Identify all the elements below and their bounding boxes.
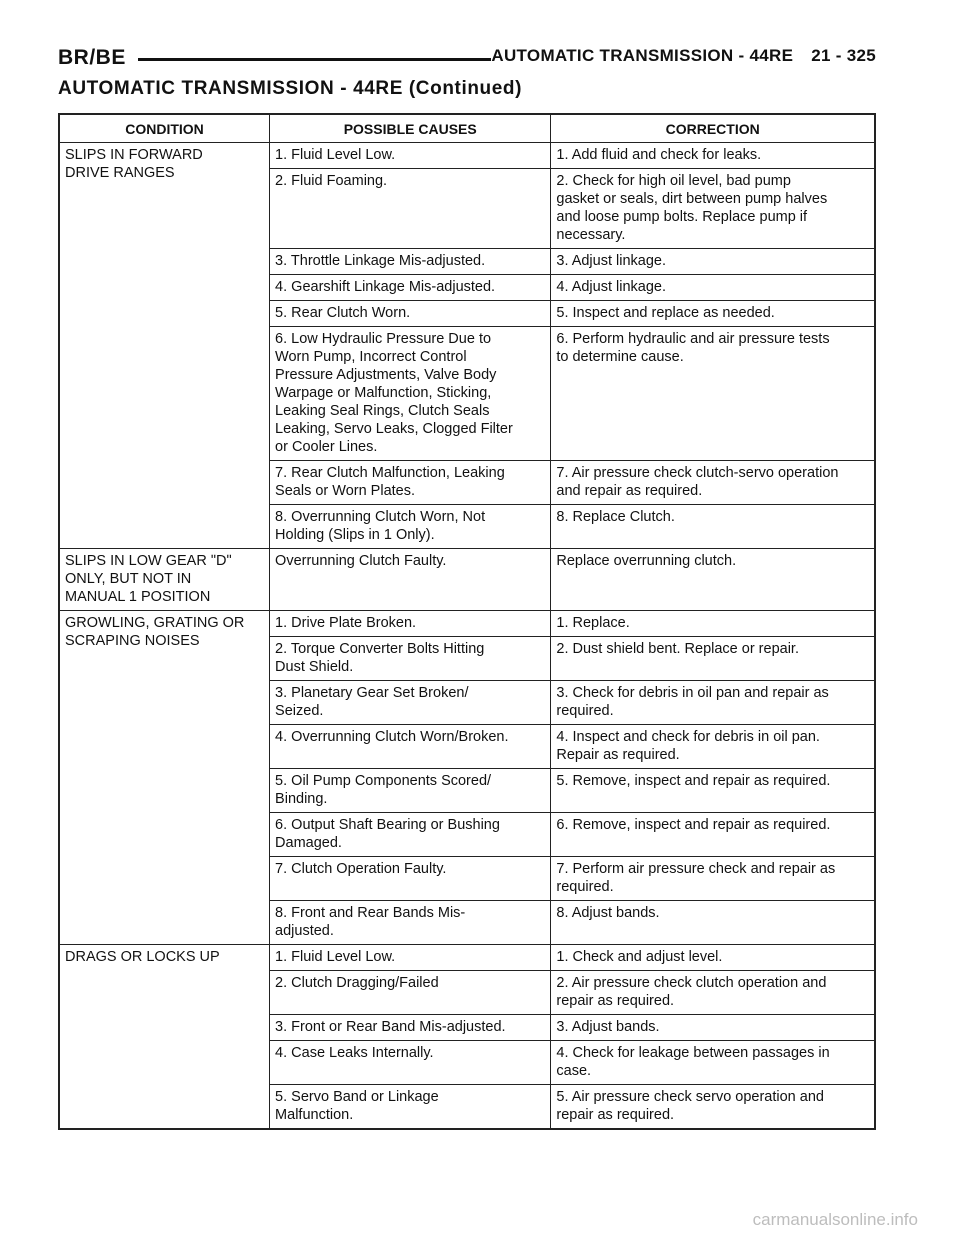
watermark: carmanualsonline.info xyxy=(752,1210,918,1229)
header-title xyxy=(491,46,876,66)
cause-cell: 2. Torque Converter Bolts Hitting Dust Shield. xyxy=(270,637,551,681)
cause-cell: 6. Output Shaft Bearing or Bushing Damaged. xyxy=(270,813,551,857)
correction-cell: 4. Inspect and check for debris in oil pan. Repair as required. xyxy=(551,725,875,769)
table-row xyxy=(59,945,875,971)
correction-cell: 8. Adjust bands. xyxy=(551,901,875,945)
diagnosis-table xyxy=(58,113,876,1130)
cause-cell: 4. Case Leaks Internally. xyxy=(270,1041,551,1085)
correction-cell: 2. Air pressure check clutch operation and repair as required. xyxy=(551,971,875,1015)
cause-cell: 7. Rear Clutch Malfunction, Leaking Seals or Worn Plates. xyxy=(270,461,551,505)
correction-cell: 4. Check for leakage between passages in case. xyxy=(551,1041,875,1085)
cause-cell: 1. Fluid Level Low. xyxy=(270,945,551,971)
cause-cell: 5. Oil Pump Components Scored/ Binding. xyxy=(270,769,551,813)
correction-cell: 5. Remove, inspect and repair as required. xyxy=(551,769,875,813)
page-subtitle: AUTOMATIC TRANSMISSION - 44RE (Continued) xyxy=(58,78,523,99)
table-row xyxy=(59,549,875,611)
vehicle-code: BR/BE xyxy=(58,46,126,69)
condition-cell: DRAGS OR LOCKS UP xyxy=(59,945,270,1130)
cause-cell: 2. Clutch Dragging/Failed xyxy=(270,971,551,1015)
correction-cell: 2. Dust shield bent. Replace or repair. xyxy=(551,637,875,681)
cause-cell: 4. Gearshift Linkage Mis-adjusted. xyxy=(270,275,551,301)
cause-cell: Overrunning Clutch Faulty. xyxy=(270,549,551,611)
cause-cell: 1. Fluid Level Low. xyxy=(270,143,551,169)
cause-cell: 3. Throttle Linkage Mis-adjusted. xyxy=(270,249,551,275)
page-header xyxy=(58,43,876,73)
cause-cell: 7. Clutch Operation Faulty. xyxy=(270,857,551,901)
cause-cell: 6. Low Hydraulic Pressure Due to Worn Pump, Incorrect Control Pressure Adjustments, Valve Body Warpage or Malfunction, Sticking, Leaking Seal Rings, Clutch Seals Leaking, Servo Leaks, Clogged Filter or Cooler Lines. xyxy=(270,327,551,461)
correction-cell: 4. Adjust linkage. xyxy=(551,275,875,301)
column-header-causes: POSSIBLE CAUSES xyxy=(270,114,551,143)
cause-cell: 2. Fluid Foaming. xyxy=(270,169,551,249)
correction-cell: 5. Inspect and replace as needed. xyxy=(551,301,875,327)
condition-cell: SLIPS IN FORWARD DRIVE RANGES xyxy=(59,143,270,549)
correction-cell: 1. Replace. xyxy=(551,611,875,637)
correction-cell: 7. Air pressure check clutch-servo operation and repair as required. xyxy=(551,461,875,505)
correction-cell: 3. Adjust bands. xyxy=(551,1015,875,1041)
cause-cell: 8. Overrunning Clutch Worn, Not Holding (Slips in 1 Only). xyxy=(270,505,551,549)
column-header-condition: CONDITION xyxy=(59,114,270,143)
header-rule xyxy=(138,58,491,61)
correction-cell: 6. Remove, inspect and repair as required. xyxy=(551,813,875,857)
correction-cell: 3. Adjust linkage. xyxy=(551,249,875,275)
condition-cell: SLIPS IN LOW GEAR ʺDʺ ONLY, BUT NOT IN MANUAL 1 POSITION xyxy=(59,549,270,611)
correction-cell: 1. Add fluid and check for leaks. xyxy=(551,143,875,169)
cause-cell: 1. Drive Plate Broken. xyxy=(270,611,551,637)
correction-cell: 5. Air pressure check servo operation and repair as required. xyxy=(551,1085,875,1130)
column-header-correction: CORRECTION xyxy=(551,114,875,143)
section-title: AUTOMATIC TRANSMISSION - 44RE xyxy=(491,46,794,65)
cause-cell: 3. Planetary Gear Set Broken/ Seized. xyxy=(270,681,551,725)
table-body xyxy=(59,143,875,1130)
correction-cell: Replace overrunning clutch. xyxy=(551,549,875,611)
correction-cell: 7. Perform air pressure check and repair as required. xyxy=(551,857,875,901)
correction-cell: 3. Check for debris in oil pan and repair as required. xyxy=(551,681,875,725)
correction-cell: 2. Check for high oil level, bad pump gasket or seals, dirt between pump halves and loose pump bolts. Replace pump if necessary. xyxy=(551,169,875,249)
cause-cell: 5. Servo Band or Linkage Malfunction. xyxy=(270,1085,551,1130)
correction-cell: 8. Replace Clutch. xyxy=(551,505,875,549)
cause-cell: 8. Front and Rear Bands Mis- adjusted. xyxy=(270,901,551,945)
condition-cell: GROWLING, GRATING OR SCRAPING NOISES xyxy=(59,611,270,945)
cause-cell: 5. Rear Clutch Worn. xyxy=(270,301,551,327)
correction-cell: 1. Check and adjust level. xyxy=(551,945,875,971)
cause-cell: 3. Front or Rear Band Mis-adjusted. xyxy=(270,1015,551,1041)
page-number: 21 - 325 xyxy=(811,46,876,65)
table-row xyxy=(59,611,875,637)
table-header-row xyxy=(59,114,875,143)
cause-cell: 4. Overrunning Clutch Worn/Broken. xyxy=(270,725,551,769)
correction-cell: 6. Perform hydraulic and air pressure tests to determine cause. xyxy=(551,327,875,461)
table-row xyxy=(59,143,875,169)
